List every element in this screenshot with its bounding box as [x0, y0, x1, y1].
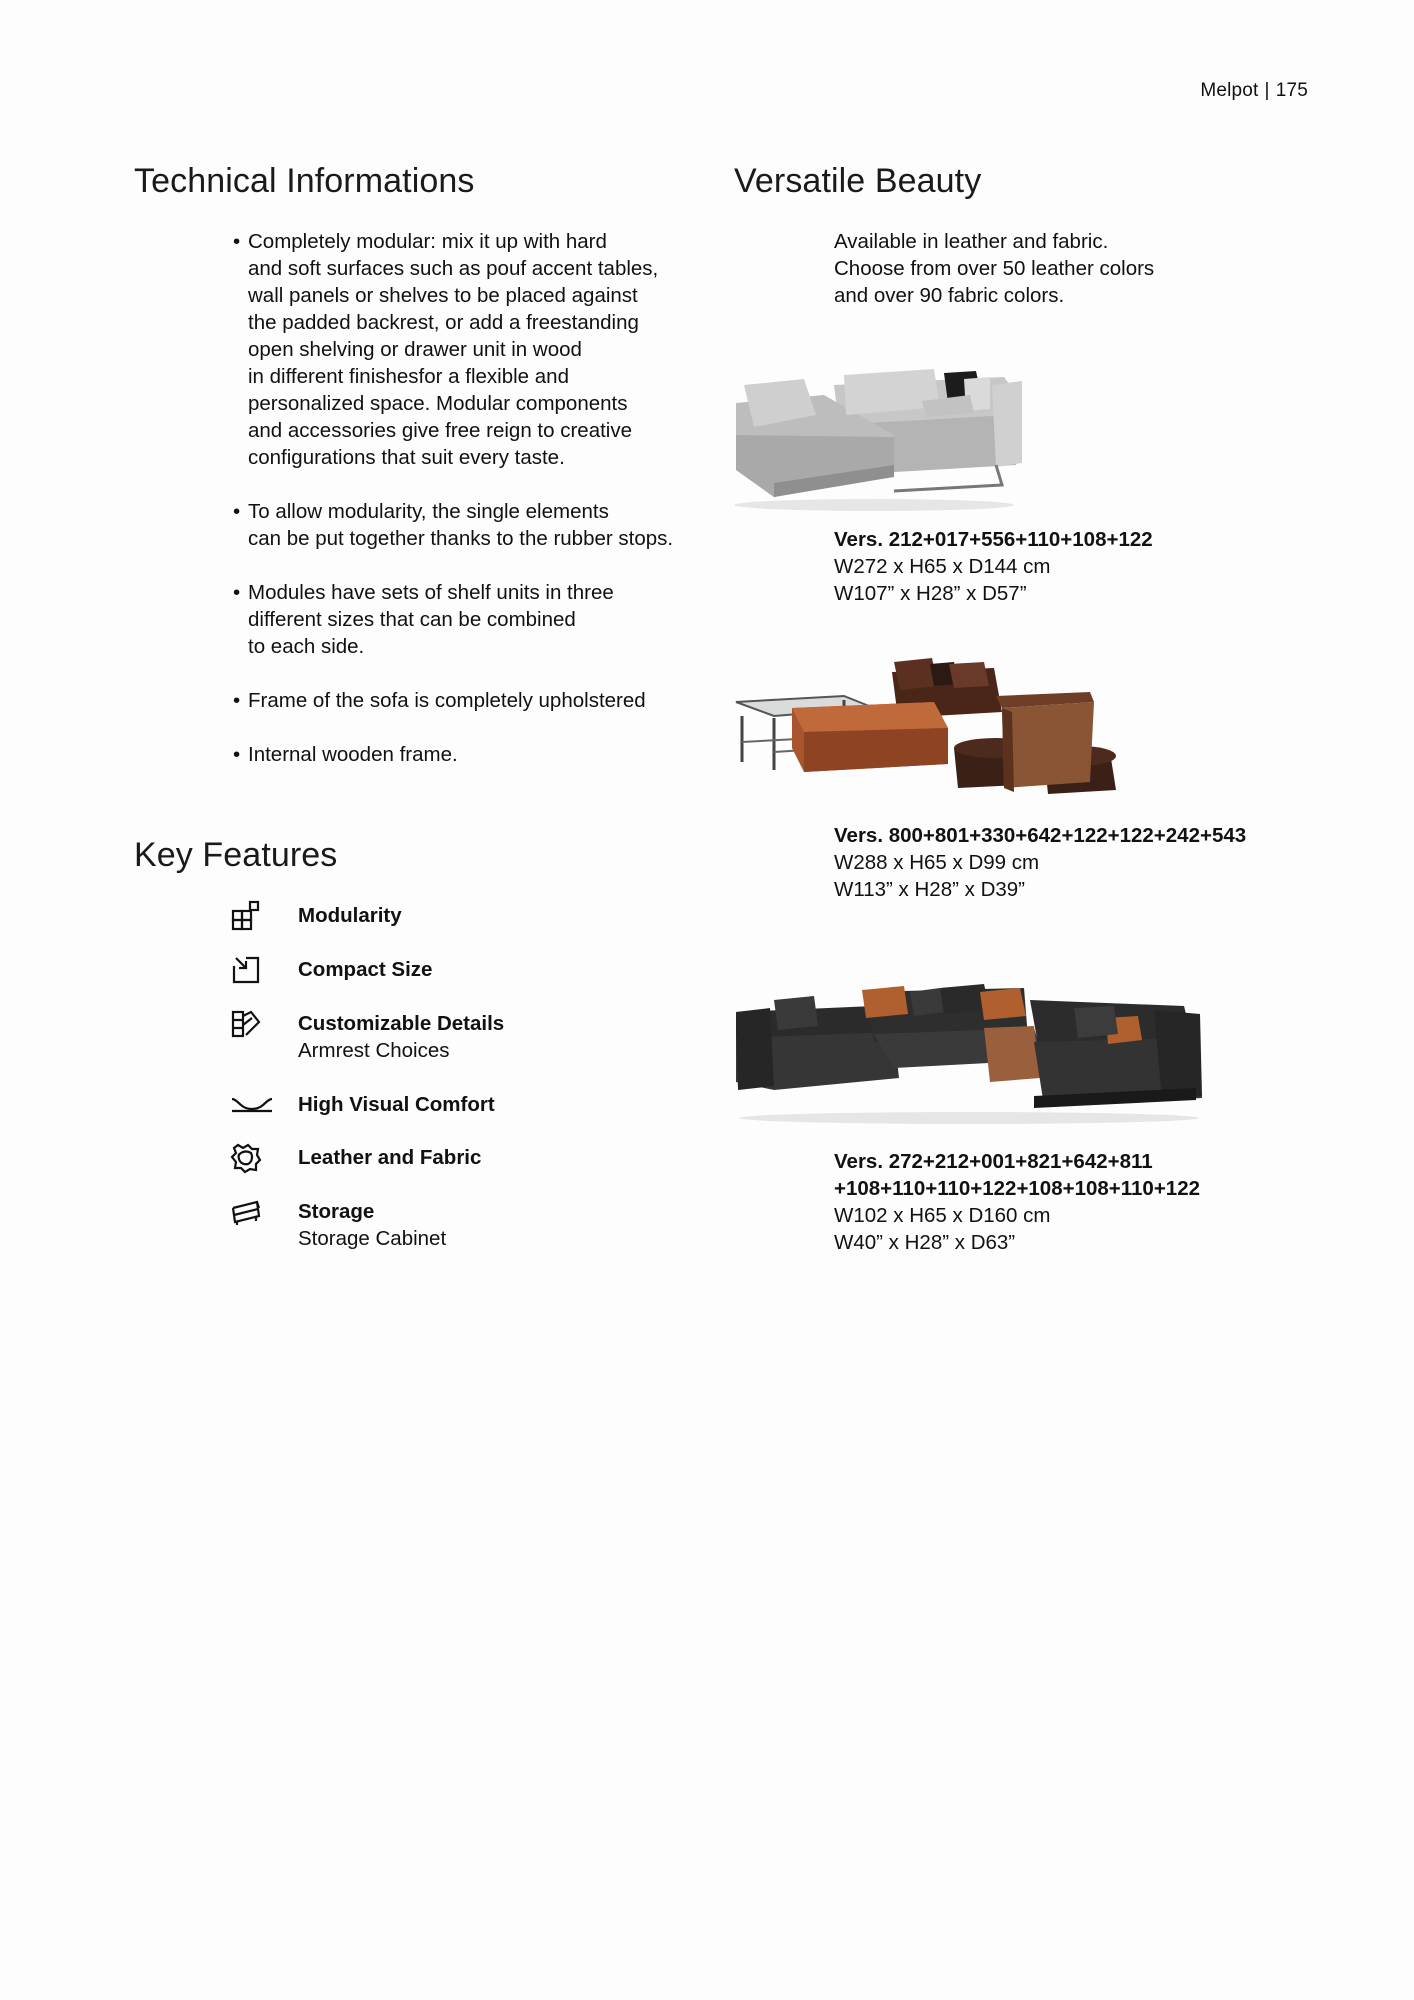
product-version-code: Vers. 272+212+001+821+642+811 +108+110+110+122+108+108+110+122	[834, 1150, 1201, 1200]
product-dimensions-cm: W272 x H65 x D144 cm	[834, 555, 1051, 578]
bullet-item: • To allow modularity, the single elements can be put together thanks to the rubber stops.	[233, 498, 713, 552]
bullet-item: • Modules have sets of shelf units in three different sizes that can be combined to each side.	[233, 579, 713, 660]
product-dimensions-cm: W102 x H65 x D160 cm	[834, 1204, 1051, 1227]
brand-name: Melpot	[1200, 80, 1259, 101]
product-spec-2	[834, 822, 1314, 903]
page-header	[1200, 80, 1308, 102]
bullet-item: • Frame of the sofa is completely upholstered	[233, 687, 713, 714]
grey-chaise-sofa-image	[734, 365, 1024, 520]
feature-name: Leather and Fabric	[298, 1146, 482, 1169]
brown-leather-modular-sofa-image	[734, 652, 1124, 807]
key-features-heading: Key Features	[134, 836, 338, 874]
feature-name: Modularity	[298, 904, 402, 927]
modularity-icon	[230, 900, 262, 932]
product-spec-1	[834, 526, 1314, 607]
feature-name: Compact Size	[298, 958, 433, 981]
technical-bullet-list	[233, 228, 713, 795]
header-separator: |	[1264, 80, 1270, 101]
high-visual-comfort-icon	[230, 1089, 274, 1121]
product-spec-3	[834, 1148, 1314, 1256]
bullet-item: • Completely modular: mix it up with hard and soft surfaces such as pouf accent tables, wall panels or shelves to be placed against the padded backrest, or add a freestanding open shelving or drawer unit in wood in different finishesfor a flexible and personalized space. Modular components and accessories give free reign to creative configurations that suit every taste.	[233, 228, 713, 471]
product-dimensions-cm: W288 x H65 x D99 cm	[834, 851, 1040, 874]
versatile-intro-text: Available in leather and fabric. Choose from over 50 leather colors and over 90 fabric colors.	[834, 230, 1155, 307]
dark-corner-sectional-sofa-image	[734, 978, 1204, 1133]
leather-hide-icon	[230, 1142, 262, 1174]
feature-name: High Visual Comfort	[298, 1093, 495, 1116]
compact-size-icon	[230, 954, 262, 986]
product-dimensions-in: W107” x H28” x D57”	[834, 582, 1027, 605]
feature-name: Customizable Details	[298, 1012, 505, 1035]
storage-icon	[230, 1196, 262, 1228]
bullet-item: • Internal wooden frame.	[233, 741, 713, 768]
product-version-code: Vers. 212+017+556+110+108+122	[834, 528, 1153, 551]
product-dimensions-in: W40” x H28” x D63”	[834, 1231, 1016, 1254]
page-number: 175	[1275, 80, 1308, 101]
product-version-code: Vers. 800+801+330+642+122+122+242+543	[834, 824, 1247, 847]
product-dimensions-in: W113” x H28” x D39”	[834, 878, 1026, 901]
technical-informations-heading: Technical Informations	[134, 162, 475, 200]
versatile-beauty-heading: Versatile Beauty	[734, 162, 982, 200]
customizable-details-icon	[230, 1008, 262, 1040]
feature-subtitle: Armrest Choices	[298, 1039, 450, 1062]
feature-subtitle: Storage Cabinet	[298, 1227, 447, 1250]
feature-name: Storage	[298, 1200, 375, 1223]
